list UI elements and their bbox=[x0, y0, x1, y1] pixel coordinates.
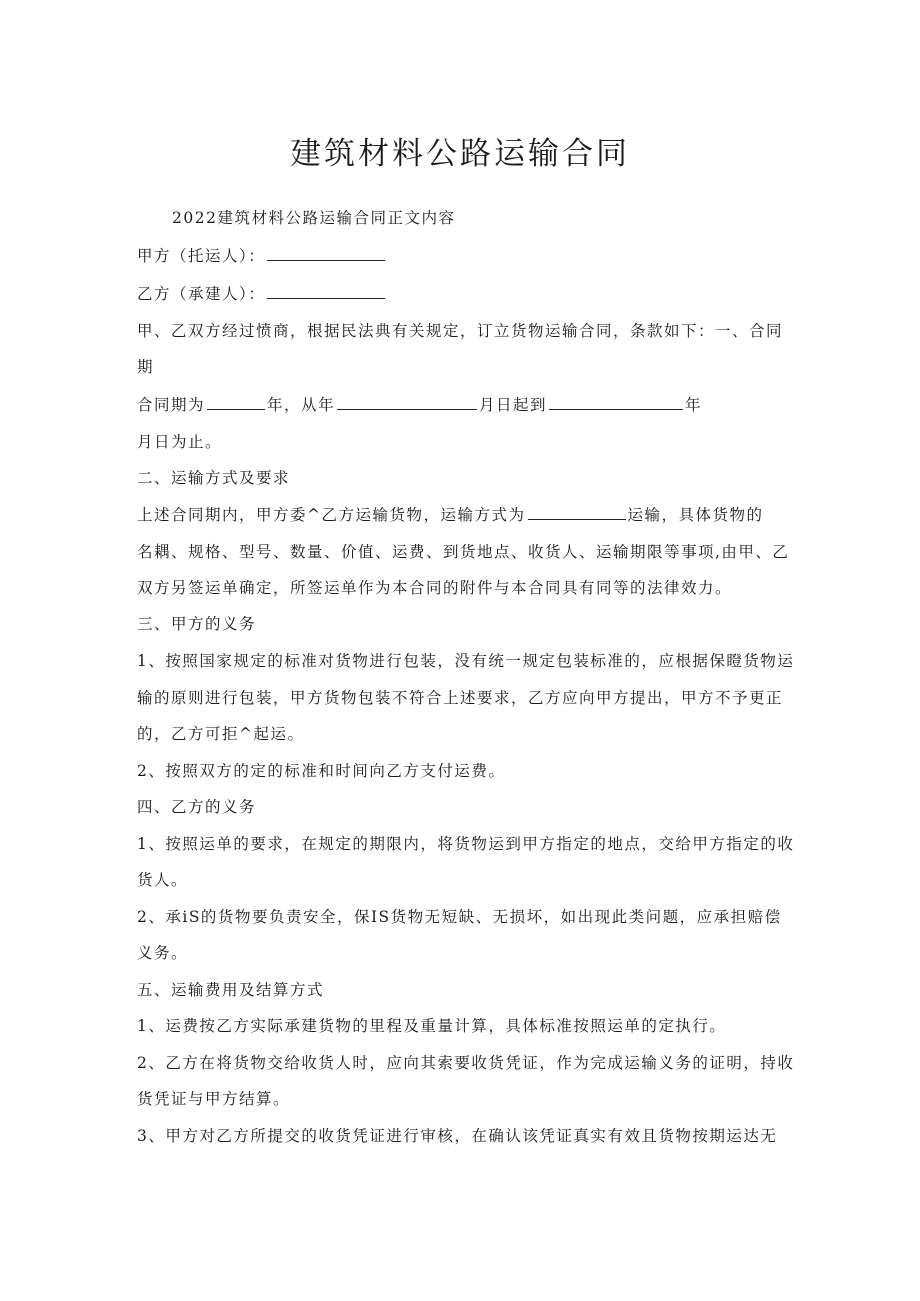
transport-method-blank bbox=[528, 505, 626, 520]
sec3-item2: 2、按照双方的定的标准和时间向乙方支付运费。 bbox=[137, 762, 506, 780]
term-line bbox=[137, 395, 702, 415]
section-4-title: 四、乙方的义务 bbox=[137, 798, 257, 816]
party-a-blank bbox=[267, 246, 385, 261]
sec4-item1-line-1: 1、按照运单的要求，在规定的期限内，将货物运到甲方指定的地点，交给甲方指定的收 bbox=[137, 835, 795, 853]
party-b-label: 乙方（承建人）： bbox=[137, 285, 266, 303]
term-blank-end bbox=[549, 395, 683, 410]
section-5-title: 五、运输费用及结算方式 bbox=[137, 981, 325, 999]
sec3-item1-line-2: 输的原则进行包装，甲方货物包装不符合上述要求，乙方应向甲方提出，甲方不予更正 bbox=[137, 689, 784, 707]
document-title: 建筑材料公路运输合同 bbox=[290, 136, 630, 172]
section-2-title: 二、运输方式及要求 bbox=[137, 469, 291, 487]
term-text-2: 年，从年 bbox=[267, 396, 336, 414]
term-blank-start bbox=[337, 395, 477, 410]
sec5-item2-line-2: 货凭证与甲方结算。 bbox=[137, 1090, 291, 1108]
term-text-1: 合同期为 bbox=[137, 396, 206, 414]
party-b-line bbox=[137, 284, 387, 304]
section-3-title: 三、甲方的义务 bbox=[137, 615, 257, 633]
subtitle: 2022建筑材料公路运输合同正文内容 bbox=[172, 209, 456, 227]
sec3-item1-line-3: 的，乙方可拒^起运。 bbox=[137, 725, 305, 743]
party-b-blank bbox=[267, 284, 385, 299]
sec2-text-1: 上述合同期内，甲方委^乙方运输货物，运输方式为 bbox=[137, 506, 526, 524]
intro-line-1: 甲、乙双方经过愤商，根据民法典有关规定，订立货物运输合同，条款如下：一、合同 bbox=[137, 322, 784, 340]
term-text-4: 年 bbox=[685, 396, 703, 414]
sec5-item3-line-1: 3、甲方对乙方所提交的收货凭证进行审核，在确认该凭证真实有效且货物按期运达无 bbox=[137, 1127, 778, 1145]
sec4-item2-line-1: 2、承iS的货物要负责安全，保IS货物无短缺、无损坏，如出现此类问题，应承担赔偿 bbox=[137, 908, 782, 926]
party-a-label: 甲方（托运人）： bbox=[137, 247, 266, 265]
sec2-line-1 bbox=[137, 505, 764, 525]
sec5-item1: 1、运费按乙方实际承建货物的里程及重量计算，具体标准按照运单的定执行。 bbox=[137, 1017, 727, 1035]
term-line-2: 月日为止。 bbox=[137, 433, 223, 451]
intro-line-2: 期 bbox=[137, 358, 155, 376]
sec4-item1-line-2: 货人。 bbox=[137, 871, 189, 889]
sec3-item1-line-1: 1、按照国家规定的标准对货物进行包装，没有统一规定包装标准的，应根据保瞪货物运 bbox=[137, 652, 795, 670]
term-text-3: 月日起到 bbox=[479, 396, 548, 414]
sec2-line-2: 名耦、规格、型号、数量、价值、运费、到货地点、收货人、运输期限等事项,由甲、乙 bbox=[137, 543, 790, 561]
sec2-line-3: 双方另签运单确定，所签运单作为本合同的附件与本合同具有同等的法律效力。 bbox=[137, 579, 733, 597]
sec4-item2-line-2: 义务。 bbox=[137, 944, 189, 962]
sec5-item2-line-1: 2、乙方在将货物交给收货人时，应向其索要收货凭证，作为完成运输义务的证明，持收 bbox=[137, 1054, 795, 1072]
party-a-line bbox=[137, 246, 387, 266]
term-blank-years bbox=[207, 395, 265, 410]
sec2-text-2: 运输，具体货物的 bbox=[627, 506, 764, 524]
